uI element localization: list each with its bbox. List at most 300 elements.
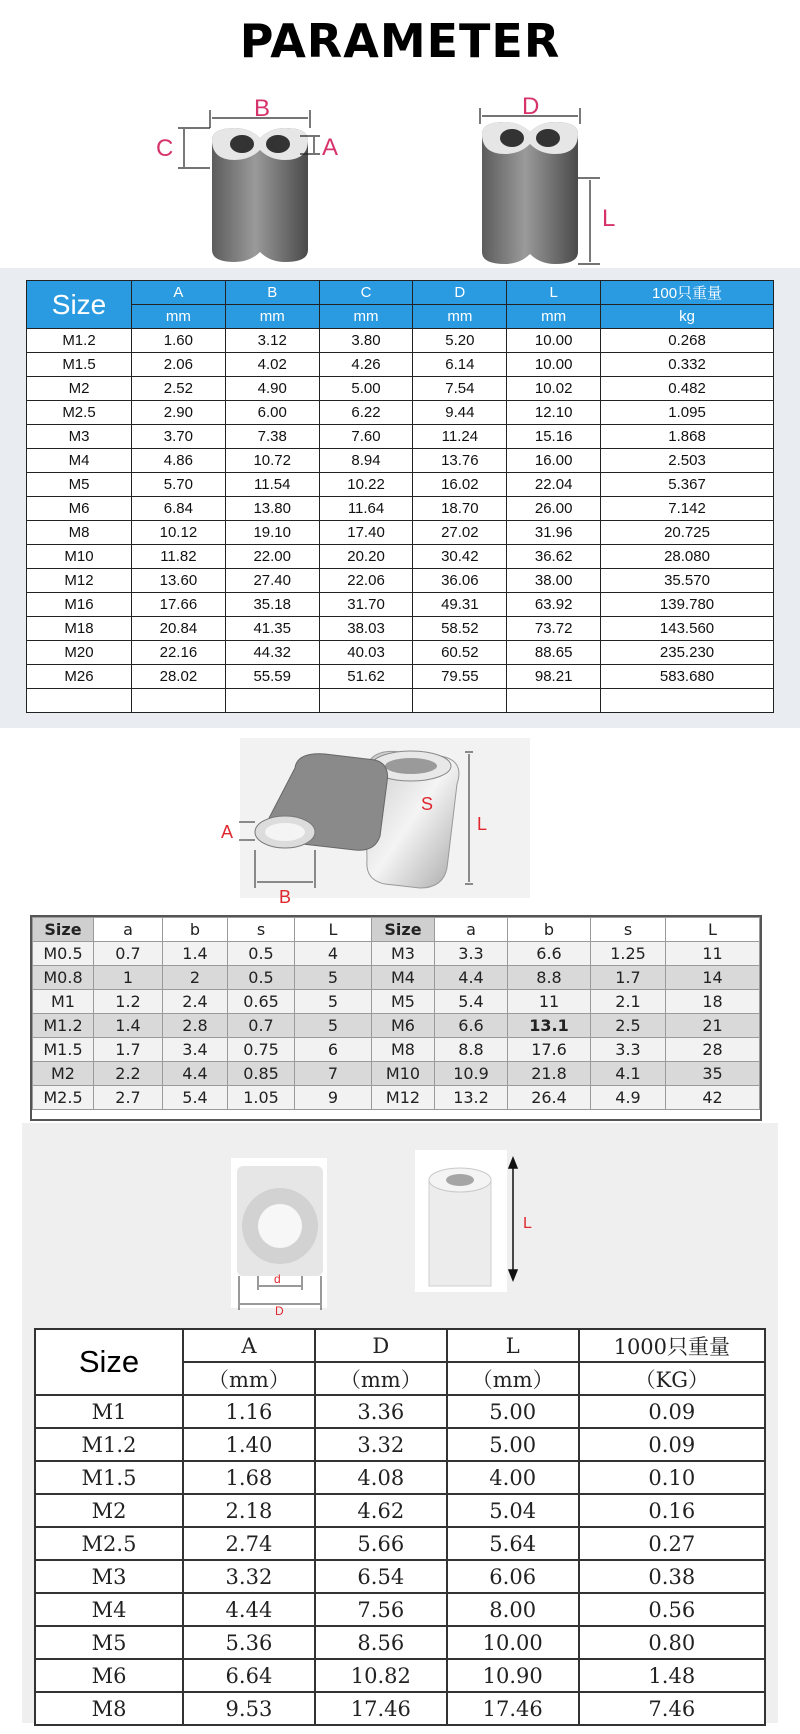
table-cell: 26.00 (507, 497, 601, 521)
table-cell: 0.5 (228, 966, 295, 990)
table-cell: 4.00 (447, 1461, 579, 1494)
table-cell: 22.16 (132, 641, 226, 665)
table-cell: M8 (372, 1038, 435, 1062)
table-cell: 1.7 (591, 966, 666, 990)
table-cell: 6 (295, 1038, 372, 1062)
table-cell: 16.00 (507, 449, 601, 473)
table-cell-empty (507, 689, 601, 713)
table-cell: M3 (27, 425, 132, 449)
table-cell: 2.90 (132, 401, 226, 425)
table2-header-b: b (163, 918, 228, 942)
table2-header-l: L (295, 918, 372, 942)
table1-unit: mm (319, 305, 413, 329)
table1-unit: mm (225, 305, 319, 329)
table-cell: 3.70 (132, 425, 226, 449)
table-row (33, 1014, 760, 1038)
table-cell: 51.62 (319, 665, 413, 689)
table-cell: 10.9 (435, 1062, 508, 1086)
table-cell: 2.06 (132, 353, 226, 377)
label-b-oval: B (279, 887, 292, 907)
table-cell: 1.095 (601, 401, 774, 425)
table-row (35, 1692, 765, 1725)
table3-header-weight: 1000只重量 (579, 1329, 765, 1362)
table-cell: 10.82 (315, 1659, 447, 1692)
table3-header-a: A (183, 1329, 315, 1362)
table-row (35, 1461, 765, 1494)
table-cell: 4.9 (591, 1086, 666, 1110)
sleeve-diagram-1 (150, 93, 630, 270)
table-cell: M1.2 (33, 1014, 94, 1038)
table-cell: 17.40 (319, 521, 413, 545)
table-cell: 2.7 (94, 1086, 163, 1110)
table-row (35, 1659, 765, 1692)
table-row (35, 1395, 765, 1428)
table1-unit: mm (507, 305, 601, 329)
table-cell: 18.70 (413, 497, 507, 521)
table-cell: 7.38 (225, 425, 319, 449)
table2-header-b-2: b (508, 918, 591, 942)
table-cell: 26.4 (508, 1086, 591, 1110)
table-cell: 1.868 (601, 425, 774, 449)
table-cell: 5.367 (601, 473, 774, 497)
dimension-table-2 (32, 917, 760, 1110)
table-cell: 11.24 (413, 425, 507, 449)
table-cell: 88.65 (507, 641, 601, 665)
table-cell: M2 (27, 377, 132, 401)
table-row (33, 1062, 760, 1086)
table-cell: 5.00 (447, 1395, 579, 1428)
table-cell: 38.03 (319, 617, 413, 641)
table-cell: M8 (35, 1692, 183, 1725)
table-cell: M12 (372, 1086, 435, 1110)
table-cell: 35.570 (601, 569, 774, 593)
table3-header-d: D (315, 1329, 447, 1362)
table-cell: 10.00 (447, 1626, 579, 1659)
table-cell: 10.90 (447, 1659, 579, 1692)
table-cell: M2 (35, 1494, 183, 1527)
table-cell: 7.60 (319, 425, 413, 449)
label-a-oval: A (221, 822, 234, 842)
table1-header-a: A (132, 281, 226, 305)
table-cell: 6.6 (508, 942, 591, 966)
table-cell: M2.5 (27, 401, 132, 425)
table-row (33, 1038, 760, 1062)
table-cell: 5 (295, 990, 372, 1014)
table-cell: 13.2 (435, 1086, 508, 1110)
table-cell: 42 (666, 1086, 760, 1110)
table-cell: 7.142 (601, 497, 774, 521)
table-cell-empty (132, 689, 226, 713)
sleeve-right-figure (482, 122, 578, 264)
table1-unit: kg (601, 305, 774, 329)
table-cell: M2.5 (35, 1527, 183, 1560)
sleeve-diagram-2 (221, 738, 545, 908)
table-cell: 10.72 (225, 449, 319, 473)
table-cell: 14 (666, 966, 760, 990)
table-cell: 4.62 (315, 1494, 447, 1527)
table1-header-b: B (225, 281, 319, 305)
table-cell: M6 (372, 1014, 435, 1038)
table-cell: 16.02 (413, 473, 507, 497)
table-cell: 9 (295, 1086, 372, 1110)
table-cell: 7.54 (413, 377, 507, 401)
table-cell: M6 (35, 1659, 183, 1692)
table-row (35, 1527, 765, 1560)
table-cell: 60.52 (413, 641, 507, 665)
table-cell: 1 (94, 966, 163, 990)
sleeve-diagram-3 (225, 1150, 555, 1320)
table-cell: 44.32 (225, 641, 319, 665)
table-cell: M1.2 (35, 1428, 183, 1461)
table3-body (35, 1395, 765, 1725)
table-row (27, 617, 774, 641)
label-d-large: D (275, 1304, 284, 1318)
table-cell: 10.02 (507, 377, 601, 401)
table-cell: 0.268 (601, 329, 774, 353)
table3-header-l: L (447, 1329, 579, 1362)
table-cell: 12.10 (507, 401, 601, 425)
table-cell: 17.6 (508, 1038, 591, 1062)
table-cell: 2.8 (163, 1014, 228, 1038)
table1-unit-row (27, 305, 774, 329)
table-cell: 7.56 (315, 1593, 447, 1626)
table-cell: 0.09 (579, 1428, 765, 1461)
table3-unit: （mm） (447, 1362, 579, 1395)
table1-header-l: L (507, 281, 601, 305)
table-cell: 11.64 (319, 497, 413, 521)
table-cell: 1.48 (579, 1659, 765, 1692)
table-cell: 7 (295, 1062, 372, 1086)
table-cell: 8.94 (319, 449, 413, 473)
table-cell: 5.00 (319, 377, 413, 401)
table-cell: 15.16 (507, 425, 601, 449)
table1-header-d: D (413, 281, 507, 305)
table-row (27, 449, 774, 473)
table-cell: 1.68 (183, 1461, 315, 1494)
table2-header-size: Size (33, 918, 94, 942)
table-cell: 0.332 (601, 353, 774, 377)
table-cell: 5.4 (163, 1086, 228, 1110)
table-cell: 13.1 (508, 1014, 591, 1038)
table-cell: 11.82 (132, 545, 226, 569)
table-cell: 38.00 (507, 569, 601, 593)
table-cell: 18 (666, 990, 760, 1014)
table-cell: 0.80 (579, 1626, 765, 1659)
table-cell: 139.780 (601, 593, 774, 617)
table-cell: 22.06 (319, 569, 413, 593)
table-cell: 0.27 (579, 1527, 765, 1560)
table-cell: 22.04 (507, 473, 601, 497)
table-cell: 11 (508, 990, 591, 1014)
table-cell: M3 (372, 942, 435, 966)
table-row (27, 353, 774, 377)
table-cell: 6.22 (319, 401, 413, 425)
table-cell: 3.3 (591, 1038, 666, 1062)
table-cell: 2.503 (601, 449, 774, 473)
table-cell: M4 (35, 1593, 183, 1626)
table-cell: 1.4 (94, 1014, 163, 1038)
table-cell: 3.12 (225, 329, 319, 353)
table2-header-size-2: Size (372, 918, 435, 942)
table-cell: 10.00 (507, 329, 601, 353)
table-cell: 1.05 (228, 1086, 295, 1110)
table-cell: 0.75 (228, 1038, 295, 1062)
table-cell: 2.18 (183, 1494, 315, 1527)
table-cell: 5.00 (447, 1428, 579, 1461)
table-cell: 2.1 (591, 990, 666, 1014)
table-cell: 6.06 (447, 1560, 579, 1593)
table-cell: 0.10 (579, 1461, 765, 1494)
table-cell: 0.09 (579, 1395, 765, 1428)
table-row (35, 1428, 765, 1461)
table-cell: 9.53 (183, 1692, 315, 1725)
table-cell: 0.482 (601, 377, 774, 401)
table-row (27, 401, 774, 425)
table-cell: 6.6 (435, 1014, 508, 1038)
table-cell: 0.85 (228, 1062, 295, 1086)
table-cell: 30.42 (413, 545, 507, 569)
table-cell: 79.55 (413, 665, 507, 689)
table-cell: M1.2 (27, 329, 132, 353)
label-l-oval: L (477, 814, 488, 834)
table-row (33, 966, 760, 990)
table-cell: 11.54 (225, 473, 319, 497)
table3-header-row (35, 1329, 765, 1362)
table-cell: M0.8 (33, 966, 94, 990)
table-cell: 17.66 (132, 593, 226, 617)
label-a: A (322, 134, 339, 161)
table-cell-empty (601, 689, 774, 713)
table-cell: 3.32 (183, 1560, 315, 1593)
table-cell: 0.38 (579, 1560, 765, 1593)
table-cell: 6.54 (315, 1560, 447, 1593)
table-cell: 3.80 (319, 329, 413, 353)
table-cell: 2.4 (163, 990, 228, 1014)
table-row (27, 521, 774, 545)
table-cell: 8.8 (508, 966, 591, 990)
label-b: B (254, 95, 271, 122)
table3-unit: （mm） (315, 1362, 447, 1395)
table-cell: M6 (27, 497, 132, 521)
table-cell: 36.62 (507, 545, 601, 569)
table-cell: M1.5 (27, 353, 132, 377)
table-cell: 5.20 (413, 329, 507, 353)
table-cell: M5 (27, 473, 132, 497)
table-cell: 31.70 (319, 593, 413, 617)
table-cell: 1.16 (183, 1395, 315, 1428)
table-cell: 49.31 (413, 593, 507, 617)
table-cell: M26 (27, 665, 132, 689)
table2-header-a-2: a (435, 918, 508, 942)
table2-header-s-2: s (591, 918, 666, 942)
table-cell: 2.74 (183, 1527, 315, 1560)
table-cell: 3.36 (315, 1395, 447, 1428)
table-cell: 3.3 (435, 942, 508, 966)
table-cell: 11 (666, 942, 760, 966)
table-cell-empty (225, 689, 319, 713)
table-cell: 6.64 (183, 1659, 315, 1692)
table-cell: 8.8 (435, 1038, 508, 1062)
table-cell: M18 (27, 617, 132, 641)
table-cell: M4 (372, 966, 435, 990)
table-cell: 5.66 (315, 1527, 447, 1560)
table-cell-empty (319, 689, 413, 713)
table-cell: 28.080 (601, 545, 774, 569)
dimension-table-3 (34, 1328, 766, 1726)
table-cell: 6.84 (132, 497, 226, 521)
table-row (27, 593, 774, 617)
table-row (27, 569, 774, 593)
table-row (27, 497, 774, 521)
table1-body (27, 329, 774, 713)
table-cell: 35 (666, 1062, 760, 1086)
table2-header-row (33, 918, 760, 942)
table-cell: M2.5 (33, 1086, 94, 1110)
label-d-small: d (274, 1272, 281, 1286)
table3-size-header: Size (35, 1329, 183, 1395)
table-cell: M1.5 (33, 1038, 94, 1062)
table-row (27, 377, 774, 401)
table-cell: 6.00 (225, 401, 319, 425)
table-cell: 5.70 (132, 473, 226, 497)
table-row (35, 1494, 765, 1527)
table-cell: 2.52 (132, 377, 226, 401)
table1-header-c: C (319, 281, 413, 305)
table-cell: 36.06 (413, 569, 507, 593)
table-cell: 1.2 (94, 990, 163, 1014)
table-cell: 13.76 (413, 449, 507, 473)
table-cell: 583.680 (601, 665, 774, 689)
table1-header-row (27, 281, 774, 305)
table-cell: 4.1 (591, 1062, 666, 1086)
table-cell: 0.16 (579, 1494, 765, 1527)
table-cell: 41.35 (225, 617, 319, 641)
table-cell: M5 (35, 1626, 183, 1659)
table-row (27, 641, 774, 665)
table-cell: M2 (33, 1062, 94, 1086)
table-cell: M10 (372, 1062, 435, 1086)
table2-header-s: s (228, 918, 295, 942)
label-l: L (602, 205, 616, 232)
table-row (27, 329, 774, 353)
table-cell: 4 (295, 942, 372, 966)
table-cell: 21.8 (508, 1062, 591, 1086)
table-cell: 2.2 (94, 1062, 163, 1086)
table-cell: 4.4 (163, 1062, 228, 1086)
table-cell: 1.60 (132, 329, 226, 353)
table-cell: 1.40 (183, 1428, 315, 1461)
table-cell: 13.60 (132, 569, 226, 593)
table-cell: 5.36 (183, 1626, 315, 1659)
oval-sleeve-figure (255, 751, 459, 888)
table-cell: 10.22 (319, 473, 413, 497)
table-cell: 7.46 (579, 1692, 765, 1725)
table-cell: M12 (27, 569, 132, 593)
table-cell: 4.44 (183, 1593, 315, 1626)
table-cell: M20 (27, 641, 132, 665)
table-row (33, 942, 760, 966)
table-row (35, 1560, 765, 1593)
table2-body (33, 942, 760, 1110)
table-cell: 9.44 (413, 401, 507, 425)
table-cell: 27.40 (225, 569, 319, 593)
table-row (27, 665, 774, 689)
table-cell: 73.72 (507, 617, 601, 641)
label-d: D (522, 93, 540, 120)
table2-header-l-2: L (666, 918, 760, 942)
table-cell: 13.80 (225, 497, 319, 521)
table-cell: 6.14 (413, 353, 507, 377)
table-cell: M8 (27, 521, 132, 545)
round-sleeve-length-arrow (509, 1158, 517, 1280)
table1-header-weight: 100只重量 (601, 281, 774, 305)
table-cell: M3 (35, 1560, 183, 1593)
table-row (27, 473, 774, 497)
table-cell: 17.46 (315, 1692, 447, 1725)
table-cell: 5 (295, 966, 372, 990)
table-cell: 20.725 (601, 521, 774, 545)
table-row-empty (27, 689, 774, 713)
table-cell: M1 (33, 990, 94, 1014)
table-row (27, 545, 774, 569)
table-row (27, 425, 774, 449)
table-cell: 4.02 (225, 353, 319, 377)
table-cell: 98.21 (507, 665, 601, 689)
table-cell: M1.5 (35, 1461, 183, 1494)
table-cell: 22.00 (225, 545, 319, 569)
dimension-table-1 (26, 280, 774, 713)
table-cell: M4 (27, 449, 132, 473)
table-cell-empty (27, 689, 132, 713)
table-cell: M5 (372, 990, 435, 1014)
label-s-oval: S (421, 794, 434, 814)
table-cell: 0.56 (579, 1593, 765, 1626)
table-row (33, 1086, 760, 1110)
table-cell: 8.00 (447, 1593, 579, 1626)
table-cell: 55.59 (225, 665, 319, 689)
table-cell: 1.25 (591, 942, 666, 966)
table-cell: M10 (27, 545, 132, 569)
round-sleeve-side-view (415, 1150, 507, 1292)
table-cell: 4.4 (435, 966, 508, 990)
table-cell: 0.5 (228, 942, 295, 966)
table-cell: 63.92 (507, 593, 601, 617)
table3-unit: （KG） (579, 1362, 765, 1395)
table-cell: 235.230 (601, 641, 774, 665)
table-cell: 31.96 (507, 521, 601, 545)
table-cell: 3.4 (163, 1038, 228, 1062)
label-c: C (156, 135, 174, 162)
table-row (35, 1626, 765, 1659)
table1-unit: mm (132, 305, 226, 329)
table-row (33, 990, 760, 1014)
table-cell: 4.86 (132, 449, 226, 473)
table-cell: 20.84 (132, 617, 226, 641)
table-cell: 20.20 (319, 545, 413, 569)
table-cell: 0.7 (228, 1014, 295, 1038)
table-cell: 40.03 (319, 641, 413, 665)
table-cell: 35.18 (225, 593, 319, 617)
table-cell: 21 (666, 1014, 760, 1038)
table-cell: 3.32 (315, 1428, 447, 1461)
table-cell: 0.7 (94, 942, 163, 966)
label-l-round: L (523, 1215, 532, 1232)
page-title: PARAMETER (239, 14, 561, 68)
table-cell: M1 (35, 1395, 183, 1428)
table-cell: 2 (163, 966, 228, 990)
table-cell: 10.12 (132, 521, 226, 545)
table-cell: 10.00 (507, 353, 601, 377)
